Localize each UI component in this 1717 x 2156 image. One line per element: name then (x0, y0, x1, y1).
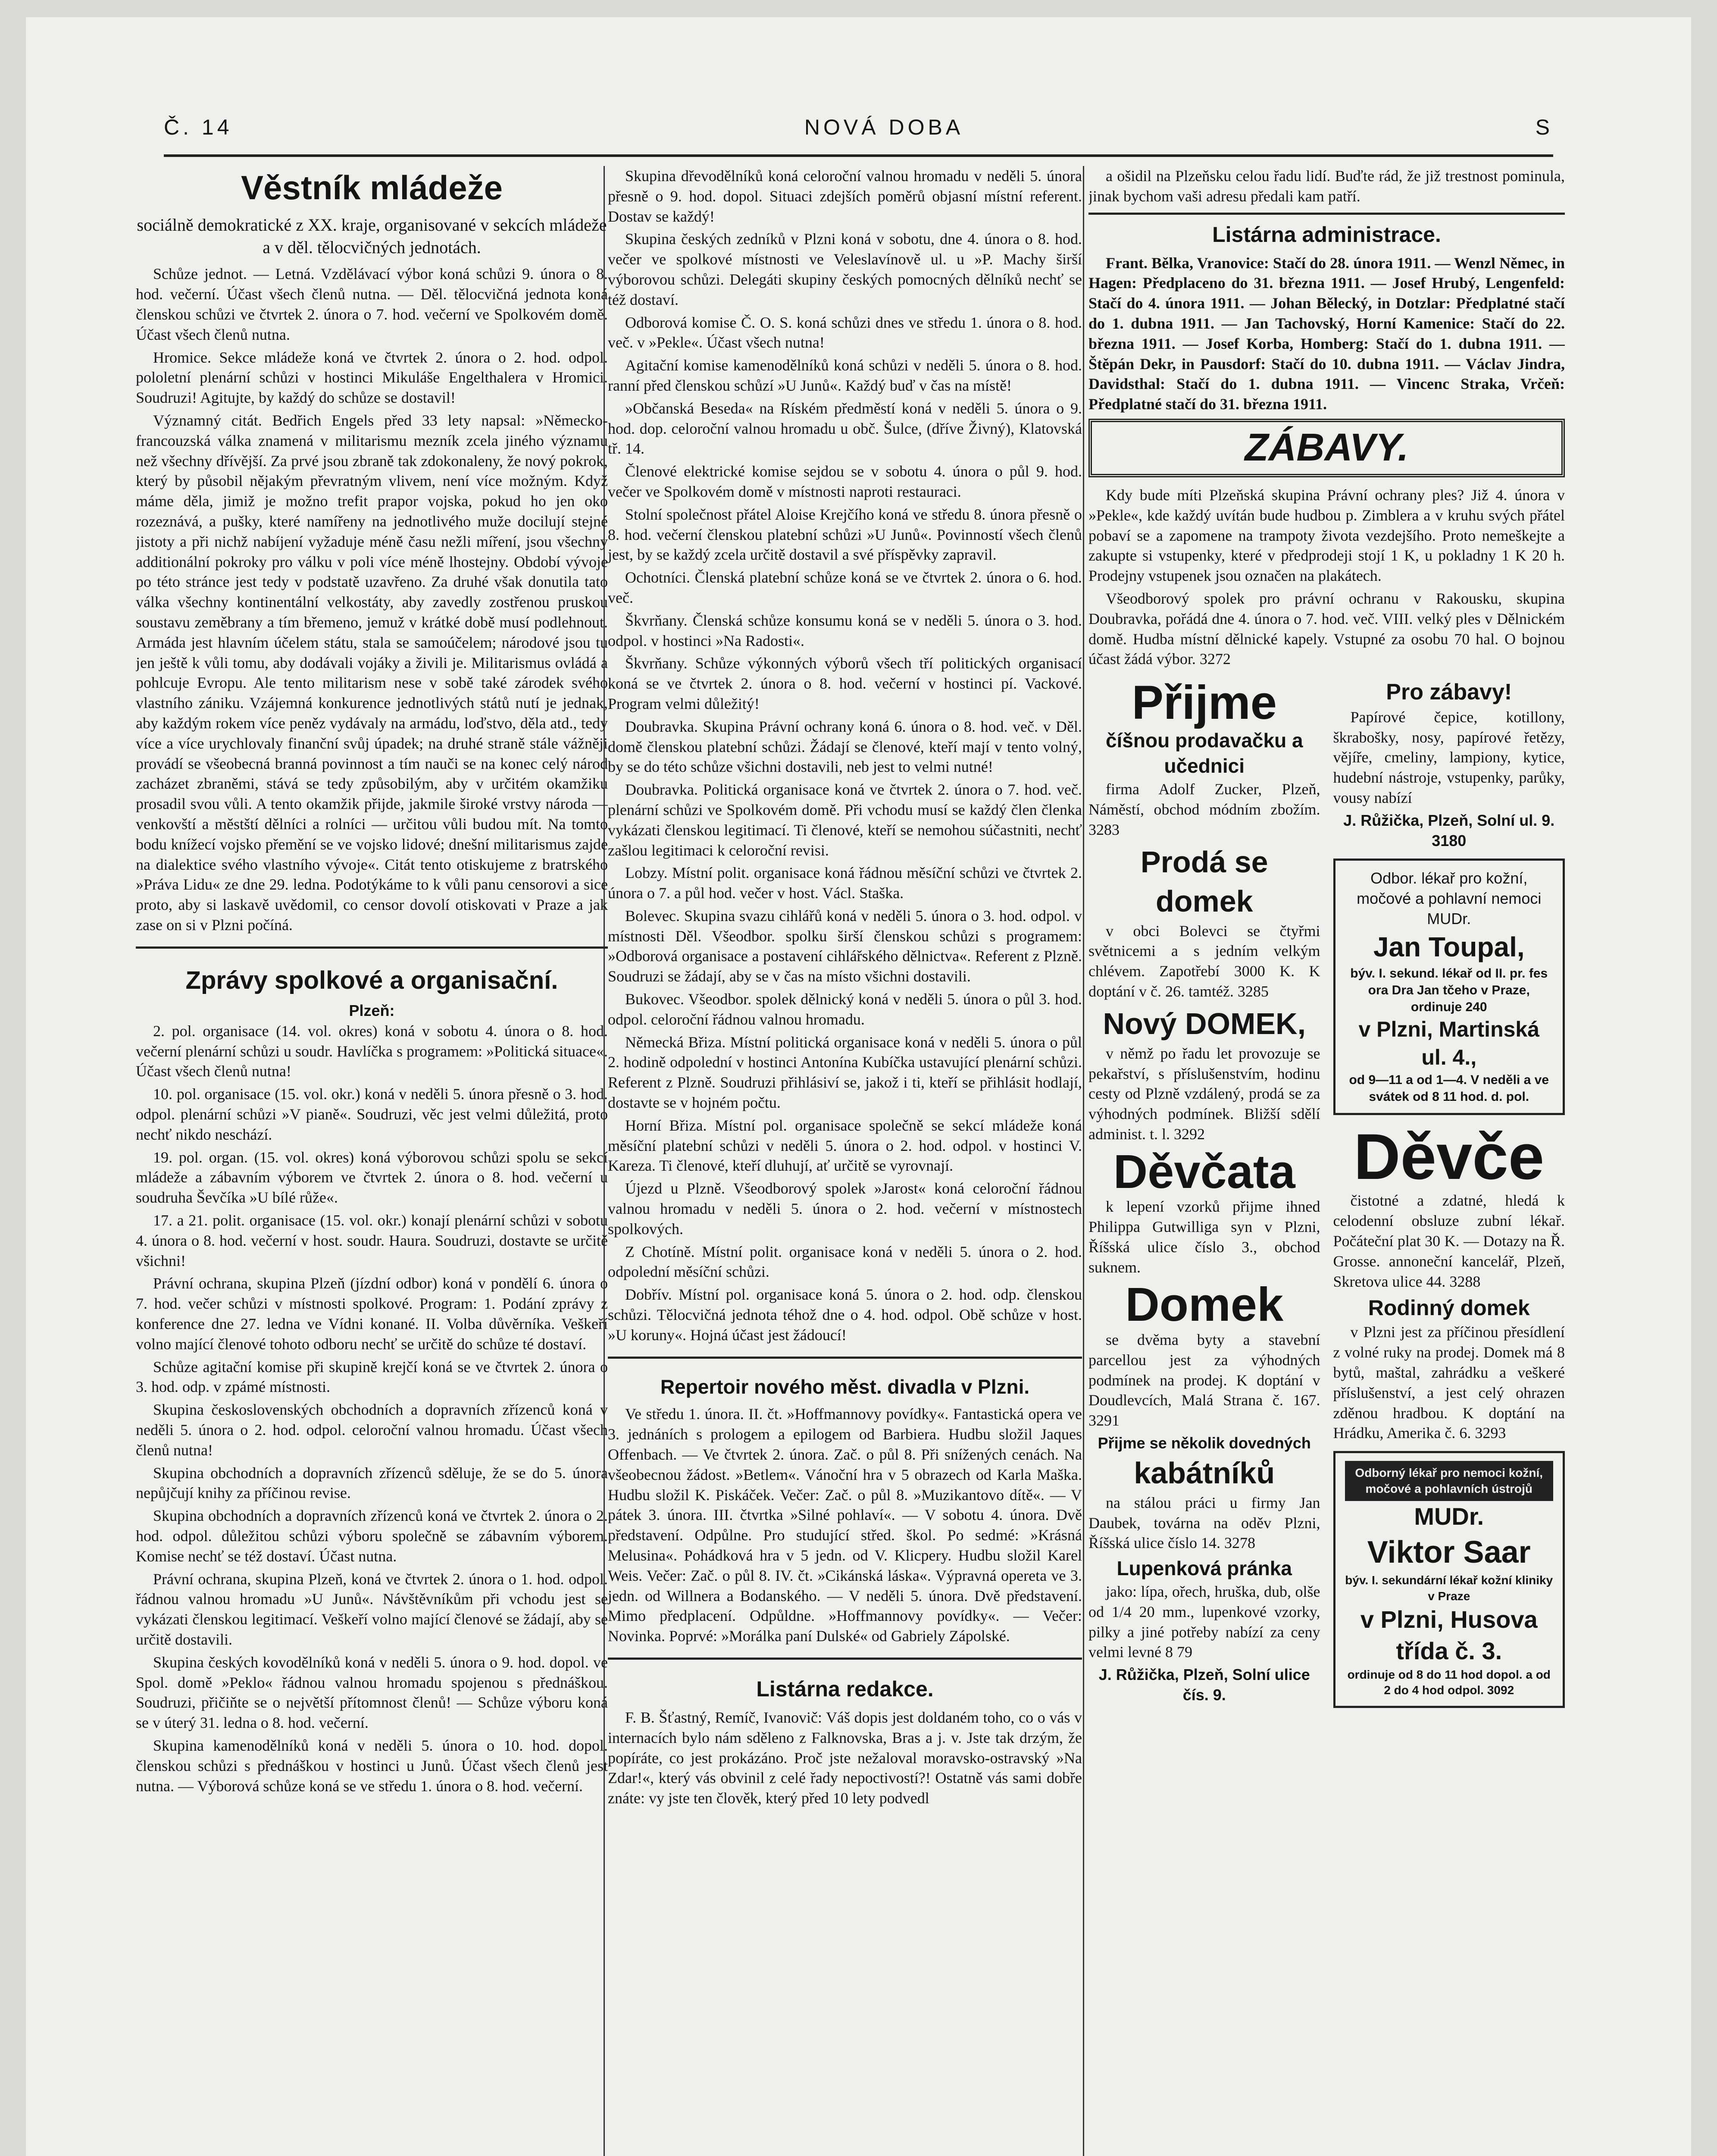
repertoir-text: Ve středu 1. února. II. čt. »Hoffmannovy povídky«. Fantastická opera ve 3. jednáních s prologem a epilogem od Barbiera. Hudbu složil Jaques Offenbach. — Ve čtvrtek 2. února. Zač. o půl 8. Při snížených cenách. Na všeobecnou žádost. »Betlem«. Vánoční hra v 5 obrazech od Karla Maška. Hudbu složil K. Piskáček. Večer: Zač. o půl 8. »Muzikantovo dítě«. — V pátek 3. února. III. čtvrtka »Silné pohlaví«. — V sobotu 4. února. Dvě představení. Odpůlne. Pro studující střed. škol. Po sedmé: »Krásná Melusina«. Pohádková hra v 5 jedn. od V. Klicpery. Hudbu složil Karel Weis. Večer: Zač. o půl 8. IV. čt. »Cikánská láska«. Výpravná opereta ve 3. jedn. od Willnera a Bodanského. — V neděli 5. února. Dvě představení. Mimo předplacení. Odpůldne. »Hoffmannovy povídky«. — Večer: Novinka. Poprvé: »Morálka paní Dulské« od Gabriely Zápolské. (608, 1405, 1082, 1645)
article-paragraph: 2. pol. organisace (14. vol. okres) koná v sobotu 4. února o 8. hod. večerní plenární schůzi u soudr. Havlíčka s programem: »Politická situace«. Účast všech členů nutna! (136, 1022, 608, 1080)
article-paragraph: 17. a 21. polit. organisace (15. vol. okr.) konají plenární schůzi v sobotu 4. února o 8. hod. večerní v host. soudr. Haura. Soudruzi, dostavte se určitě všichni! (136, 1212, 608, 1269)
article-paragraph: Skupina českých zedníků v Plzni koná v sobotu, dne 4. února o 8. hod. večer ve spolkové místnosti ve Veleslavínově ul. u »P. Machy širší výborovou schůzi. Delegáti skupiny českých pomocných dělníků nechť se též dostaví. (608, 230, 1082, 308)
ad-devcata-title: Děvčata (1113, 1145, 1295, 1198)
city-heading: Plzeň: (349, 1002, 395, 1020)
article-paragraph: Horní Břiza. Místní pol. organisace společně se sekcí mládeže koná měsíční platební schůzi v neděli 5. února o 2. hod. odpol. v hostinci V. Kareza. Ti členové, kteří dluhují, ať určitě se vyrovnají. (608, 1116, 1082, 1175)
article-paragraph: Právní ochrana, skupina Plzeň, koná ve čtvrtek 2. února o 1. hod. odpol. řádnou valnou hromadu »U Junů«. Návštěvníkům při vchodu jest se vykázati členskou legitimací. Veškeří volno mající členové se žádají, aby se určitě dostavili. (136, 1570, 608, 1648)
ad-domek-body: se dvěma byty a stavební parcellou jest za výhodných podmínek na prodej. K doptání v Doudlevcích, Malá Strana č. 167. 3291 (1088, 1331, 1320, 1429)
page-number: Č. 14 (164, 115, 233, 139)
ad-saar-pre: Odborný lékař pro nemoci kožní, močové a pohlavních ústrojů (1345, 1461, 1554, 1501)
section-subtitle: sociálně demokratické z XX. kraje, organisované v sekcích mládeže a v děl. tělocvičných jednotách. (137, 215, 607, 257)
ads-left-column (1088, 678, 1320, 1716)
listarna-administrace-text: Frant. Bělka, Vranovice: Stačí do 28. února 1911. — Wenzl Němec, in Hagen: Předplaceno do 31. března 1911. — Josef Hrubý, Lengenfeld: Stačí do 4. února 1911. — Johan Bělecký, in Dotzlar: Předplatné stačí do 1. dubna 1911. — Jan Tachovský, Horní Kamenice: Stačí do 22. března 1911. — Josef Korba, Homberg: Stačí do 1. dubna 1911. — Štěpán Dekr, in Pausdorf: Stačí do 10. dubna 1911. — Václav Jindra, Davidsthal: Stačí do 1. dubna 1911. — Vincenc Straka, Vrčeň: Předplatné stačí do 31. března 1911. (1088, 254, 1565, 413)
article-paragraph: Schůze jednot. — Letná. Vzdělávací výbor koná schůzi 9. února o 8. hod. večerní. Účast všech členů nutna. — Děl. tělocvičná jednota koná členskou schůzi ve čtvrtek 2. února o 7. hod. večerní ve Spolkovém domě. Účast všech členů nutna. (136, 265, 608, 343)
article-paragraph: Členové elektrické komise sejdou se v sobotu 4. února o půl 9. hod. večer ve Spolkovém domě v místnosti naproti restauraci. (608, 463, 1082, 500)
ad-proda-title: Prodá se domek (1140, 845, 1268, 918)
ad-toupal-body: Odbor. lékař pro kožní, močové a pohlavní nemoci MUDr. (1357, 869, 1542, 928)
article-paragraph: Dobřív. Místní pol. organisace koná 5. února o 2. hod. odp. členskou schůzi. Tělocvičná jednota téhož dne o 4. hod. odpol. Obě schůze v host. »U koruny«. Hojná účast jest žádoucí! (608, 1286, 1082, 1344)
article-paragraph: Doubravka. Skupina Právní ochrany koná 6. února o 8. hod. več. v Děl. domě členskou platební schůzi. Žádají se členové, kteří mají v tento volný, by se do této schůze všichni dostavili, neb jest to velmi nutné! (608, 718, 1082, 776)
article-paragraph: Německá Břiza. Místní politická organisace koná v neděli 5. února o půl 2. hodině odpolední v hostinci Antonína Kubíčka ustavující plenární schůzi. Referent z Plzně. Soudruzi přihlásiví se, jakož i ti, kteří se přihlásit hodlají, dostavte se v hojném počtu. (608, 1033, 1082, 1112)
article-paragraph: Skupina obchodních a dopravních zřízenců koná ve čtvrtek 2. února o 2. hod. odpol. důležitou schůzi výboru společně se zábavním výborem. Komise nechť se též dostaví. Účast nutna. (136, 1507, 608, 1565)
ad-saar-hours: ordinuje od 8 do 11 hod dopol. a od 2 do 4 hod odpol. 3092 (1347, 1667, 1551, 1697)
ad-lupenkova-firm: J. Růžička, Plzeň, Solní ulice čís. 9. (1098, 1666, 1310, 1704)
section-rule (136, 946, 608, 956)
article-paragraph: Hromice. Sekce mládeže koná ve čtvrtek 2. února o 2. hod. odpol. pololetní plenární schůzi v hostinci Mikuláše Engelthalera v Hromici. Soudruzi! Agitujte, by každý do schůze se dostavil! (136, 348, 608, 407)
article-paragraph: Schůze agitační komise při skupině krejčí koná se ve čtvrtek 2. února o 3. hod. odp. v zpámé místnosti. (136, 1358, 608, 1396)
header-right: S (1535, 115, 1553, 139)
article-paragraph: Doubravka. Politická organisace koná ve čtvrtek 2. února o 7. hod. več. plenární schůzi ve Spolkovém domě. Při vchodu musí se každý člen členka vykázati členskou legitimací. Ti členové, kteří se nemohou súčastniti, nechť zašlou legitimaci k celoroční revisi. (608, 781, 1082, 859)
ad-rodinny-body: v Plzni jest za příčinou přesídlení z volné ruky na prodej. Domek má 8 bytů, maštal, zahrádku a veškeré příslušenství, a jest celý ohrazen zděnou hradbou. K doptání na Hrádku, Amerika č. 6. 3293 (1333, 1323, 1565, 1442)
ad-prijme-body: firma Adolf Zucker, Plzeň, Náměstí, obchod módním zbožím. 3283 (1088, 780, 1320, 838)
ad-toupal-name: Jan Toupal, (1373, 931, 1525, 962)
article-paragraph: Skupina obchodních a dopravních zřízenců sděluje, že se do 5. února nepůjčují knihy za příčinou revise. (136, 1464, 608, 1502)
article-paragraph: »Občanská Beseda« na Ríském předměstí koná v neděli 5. února o 9. hod. dop. celoroční valnou hromadu u obč. Šulce, (dříve Živný), Klatovská tř. 14. (608, 399, 1082, 458)
article-paragraph: Bukovec. Všeodbor. spolek dělnický koná v neděli 5. února o půl 3. hod. odpol. celoroční řádnou valnou hromadu. (608, 990, 1082, 1028)
ad-saar-address: v Plzni, Husova třída č. 3. (1360, 1606, 1538, 1664)
article-paragraph: Skupina československých obchodních a dopravních zřízenců koná v neděli 5. února o 2. hod. odpol. celoroční valnou hromadu. Účast všech členů nutna! (136, 1401, 608, 1459)
ad-prijme-subtitle: číšnou prodavačku a učednici (1105, 729, 1303, 777)
ad-novy-body: v němž po řadu let provozuje se pekařství, s příslušenstvím, hodinu cesty od Plzně vzdálený, prodá se za výhodných podmínek. Bližší sdělí administ. t. l. 3292 (1088, 1044, 1320, 1143)
article-paragraph: Skupina kamenodělníků koná v neděli 5. února o 10. hod. dopol. členskou schůzi s přednáškou v hostinci u Junů. Účast všech členů jest nutna. — Výborová schůze koná se ve středu 1. února o 8. hod. večerní. (136, 1736, 608, 1795)
column-3 (1088, 166, 1565, 2156)
article-paragraph: 19. pol. organ. (15. vol. okres) koná výborovou schůzi spolu se sekcí mládeže a zábavním výborem ve čtvrtek 2. února o 8. hod. večerní u soudruha Ševčíka »U bílé růže«. (136, 1148, 608, 1206)
article-paragraph: Právní ochrana, skupina Plzeň (jízdní odbor) koná v pondělí 6. února o 7. hod. večer schůzi v místnosti spolkové. Program: 1. Podání zprávy z konference dne 27. ledna ve Vídni konané. II. Volba důvěrníka. Veškeří volno mající členové tohoto odboru nechť se určitě do schůze té dostaví. (136, 1275, 608, 1353)
article-paragraph: Lobzy. Místní polit. organisace koná řádnou měsíční schůzi ve čtvrtek 2. února o 7. a půl hod. večer v host. Václ. Staška. (608, 864, 1082, 902)
ad-proda-body: v obci Bolevci se čtyřmi světnicemi a s jedním velkým chlévem. Zapotřebí 3000 K. K doptání v č. 26. tamtéž. 3285 (1088, 922, 1320, 1000)
repertoir-title: Repertoir nového měst. divadla v Plzni. (660, 1375, 1030, 1398)
ad-toupal-box (1333, 859, 1565, 1115)
article-paragraph: Ochotníci. Členská platební schůze koná se ve čtvrtek 2. února o 6. hod. več. (608, 569, 1082, 606)
ad-saar-info: býv. I. sekundární lékař kožní kliniky v Praze (1345, 1573, 1553, 1603)
ad-kabatniku-body: na stálou práci u firmy Jan Daubek, továrna na oděv Plzni, Říšská ulice číslo 14. 3278 (1088, 1494, 1320, 1552)
article-paragraph: Škvrňany. Členská schůze konsumu koná se v neděli 5. února o 3. hod. odpol. v hostinci »Na Radosti«. (608, 611, 1082, 649)
ad-novy-title: Nový DOMEK, (1103, 1006, 1306, 1040)
ad-saar-mudr: MUDr. (1414, 1502, 1484, 1530)
ad-devcata-body: k lepení vzorků přijme ihned Philippa Gutwilliga syn v Plzni, Říšská ulice číslo 3., obchod suknem. (1088, 1198, 1320, 1276)
ad-devce-title: Děvče (1354, 1120, 1545, 1193)
article-paragraph: a ošidil na Plzeňsku celou řadu lidí. Buďte rád, že již trestnost pominula, jinak bychom vaši adresu předali kam patří. (1088, 167, 1565, 205)
ad-lupenkova-body: jako: lípa, ořech, hruška, dub, olše od 1/4 20 mm., lupenkové vzorky, pilky a jiné potřeby nabízí za ceny velmi levné 8 79 (1088, 1583, 1320, 1661)
ads-area (1088, 678, 1565, 1716)
article-paragraph: Újezd u Plzně. Všeodborový spolek »Jarost« koná celoroční řádnou valnou hromadu v neděli 5. února o 2. hod. večerní v místnostech spolkových. (608, 1180, 1082, 1238)
ad-kabatniku-pre: Přijme se několik dovedných (1098, 1434, 1311, 1452)
zabavy-banner: ZÁBAVY. (1088, 419, 1565, 477)
column-divider (1083, 166, 1084, 2156)
ad-pro-zabavy-body: Papírové čepice, kotillony, škrabošky, nosy, papírové řetězy, vějíře, cmeliny, lampiony, kytice, hudební nástroje, vstupenky, parůky, vousy nabízí (1333, 708, 1565, 806)
column-2 (599, 166, 1082, 2156)
newspaper-page (26, 17, 1691, 2156)
page-header (164, 103, 1553, 151)
ad-saar-name: Viktor Saar (1367, 1535, 1531, 1570)
ad-prijme-title: Přijme (1132, 676, 1277, 730)
ads-right-column (1333, 678, 1565, 1716)
listarna-redakce-text: F. B. Šťastný, Remíč, Ivanovič: Váš dopis jest doldaném toho, co o vás v internacích bylo nám sděleno z Falknovska, Bras a j. v. Jste tak drzým, že popíráte, co jest prokázáno. Proč jste nežaloval moravsko-ostravský »Na Zdar!«, který vás obvinil z celé řady nepoctivostí?! Ostatně vás sami dobře znáte: vy jste ten člověk, který před 10 lety podvedl (608, 1708, 1082, 1807)
section-title-zpravy: Zprávy spolkové a organisační. (185, 966, 558, 994)
article-paragraph: Bolevec. Skupina svazu cihlářů koná v neděli 5. února o 3. hod. odpol. v místnosti Děl. Všeodbor. spolku širší členskou schůzi s programem: »Odborová organisace a postavení cihlářského dělnictva«. Referent z Plzně. Soudruzi se žádají, aby se v čas na místo všichni dostavili. (608, 907, 1082, 985)
column-1 (136, 166, 608, 2156)
ad-pro-zabavy-firm: J. Růžička, Plzeň, Solní ul. 9. 3180 (1343, 811, 1555, 849)
article-paragraph: Z Chotíně. Místní polit. organisace koná v neděli 5. února o 2. hod. odpolední měsíční schůzi. (608, 1243, 1082, 1281)
listarna-redakce-title: Listárna redakce. (756, 1677, 934, 1701)
section-title-vestnik: Věstník mládeže (241, 169, 503, 207)
article-paragraph: 10. pol. organisace (15. vol. okr.) koná v neděli 5. února přesně o 3. hod. odpol. plenární schůzi »V pianě«. Soudruzi, věc jest velmi důležitá, proto nechť nikdo neschází. (136, 1085, 608, 1143)
ad-devce-body: čistotné a zdatné, hledá k celodenní obsluze zubní lékař. Počáteční plat 30 K. — Dotazy na Ř. Grosse. annoneční kancelář, Plzeň, Skretova ulice 44. 3288 (1333, 1192, 1565, 1290)
newspaper-name: NOVÁ DOBA (804, 115, 964, 139)
ad-domek-title: Domek (1125, 1278, 1284, 1332)
header-rule (164, 154, 1553, 157)
zabavy-paragraph: Kdy bude míti Plzeňská skupina Právní ochrany ples? Již 4. února v »Pekle«, kde každý uvítán bude hudbou p. Zimblera a v kruhu svých přátel pobaví se a zapomene na trampoty života vezdejšího. Proto nemeškejte a zakupte si vstupenky, které v předprodeji stojí 1 K, u pokladny 1 K 20 h. Prodejny vstupenek jsou označen na plakátech. (1088, 486, 1565, 585)
article-paragraph: Skupina dřevodělníků koná celoroční valnou hromadu v neděli 5. února přesně o 9. hod. dopol. Situaci zdejších poměrů objasní místní referent. Dostav se každý! (608, 167, 1082, 225)
zabavy-paragraph: Všeodborový spolek pro právní ochranu v Rakousku, skupina Doubravka, pořádá dne 4. února o 7. hod. več. VIII. velký ples v Dělnickém domě. Hudba místní dělnické kapely. Vstupné za osobu 70 hal. O bojnou účast žádá výbor. 3272 (1088, 589, 1565, 668)
section-rule (608, 1658, 1082, 1667)
section-rule (608, 1357, 1082, 1366)
ad-toupal-hours: od 9—11 a od 1—4. V neděli a ve svátek od 8 11 hod. d. pol. (1349, 1072, 1549, 1104)
article-paragraph: Odborová komise Č. O. S. koná schůzi dnes ve středu 1. února o 8. hod. več. v »Pekle«. Účast všech nutna! (608, 313, 1082, 351)
ad-toupal-info: býv. I. sekund. lékař od II. pr. fes ora Dra Jan tčeho v Praze, ordinuje 240 (1350, 966, 1548, 1014)
ad-kabatniku-title: kabátníků (1134, 1456, 1275, 1490)
listarna-administrace-title: Listárna administrace. (1088, 213, 1565, 249)
article-paragraph: Agitační komise kamenodělníků koná schůzi v neděli 5. února o 8. hod. ranní před členskou schůzí »U Junů«. Každý buď v čas na místě! (608, 357, 1082, 394)
article-paragraph: Stolní společnost přátel Aloise Krejčího koná ve středu 8. února přesně o 8. hod. večerní členskou platební schůzi »U Junů«. Povinností všech členů jest, by se každý zcela určitě dostavil a své příspěvky zapravil. (608, 505, 1082, 564)
ad-rodinny-title: Rodinný domek (1368, 1296, 1530, 1320)
ad-toupal-address: v Plzni, Martinská ul. 4., (1358, 1017, 1540, 1069)
ad-pro-zabavy-title: Pro zábavy! (1386, 680, 1512, 705)
article-paragraph: Škvrňany. Schůze výkonných výborů všech tří politických organisací koná se ve čtvrtek 2. února o 8. hod. večerní v hostinci pí. Vackové. Program velmi důležitý! (608, 655, 1082, 712)
ad-saar-box (1333, 1451, 1565, 1708)
article-paragraph: Skupina českých kovodělníků koná v neděli 5. února o 9. hod. dopol. ve Spol. domě »Peklo« řádnou valnou hromadu spojenou s přednáškou. Soudruzi, přičiňte se o největší přítomnost členů! — Schůze výboru koná se v úterý 31. ledna o 8. hod. večerní. (136, 1653, 608, 1732)
article-paragraph: Významný citát. Bedřich Engels před 33 lety napsal: »Německo-francouzská válka znamená v militarismu mezník zcela jiného významu než všechny dřívější. Za prvé jsou zbraně tak zdokonaleny, že nový pokrok, který by působil nějakým převratným vlivem, není více možným. Když máme děla, jimiž je možno trefit prapor vojska, pokud ho jen oko rozeznává, a pušky, které namířeny na jednotlivého muže docilují stejné jistoty a při nichž nabíjení vyžaduje méně času nežli míření, jsou všechny additionální pokroky pro válku v poli více méně lhostejny. Období vývoje po této stránce jest tedy v podstatě uzavřeno. Za druhé však donutila tato válka všechny kontinentální velkostáty, aby zavedly zostřenou pruskou soustavu zeměbrany a tím břemeno, jemuž v krátké době musí podlehnout. Armáda jest hlavním účelem státu, stala se samoúčelem; národové jsou tu jen ještě k vůli tomu, aby dodávali vojáky a živili je. Militarismus ovládá a pohlcuje Evropu. Ale tento militarism nese v sobě také zárodek svého vlastního zániku. Vzájemná konkurence jednotlivých států nutí je jednak, aby každým rokem více peněz vydávaly na armádu, loďstvo, děla atd., tedy více a více urychlovaly finanční svůj úpadek; na druhé straně stále vážněji provádí se všeobecná branná povinnost a tím nauči se na konec celý národ zacházet zbraněmi, stává se tedy způsobilým, aby v určitém okamžiku prosadil svou vůli. A tento okamžik přijde, jakmile široké vrstvy národa — venkovští a městští dělníci a rolníci — určitou vůli budou mít. Na tomto bodu knížecí vojsko přemění se ve vojsko lidové; dnešní militarismus zajde na dialektice svého vlastního vývoje«. Citát tento otiskujeme z bratrského »Práva Lidu« ze dne 29. ledna. Podotýkáme to k vůli panu censorovi a sice proto, aby si laskavě uvědomil, co censor dovolí otiskovati v Praze a jak zase on si v Plzni počíná. (136, 411, 608, 934)
ad-lupenkova-title: Lupenková pránka (1117, 1557, 1292, 1580)
